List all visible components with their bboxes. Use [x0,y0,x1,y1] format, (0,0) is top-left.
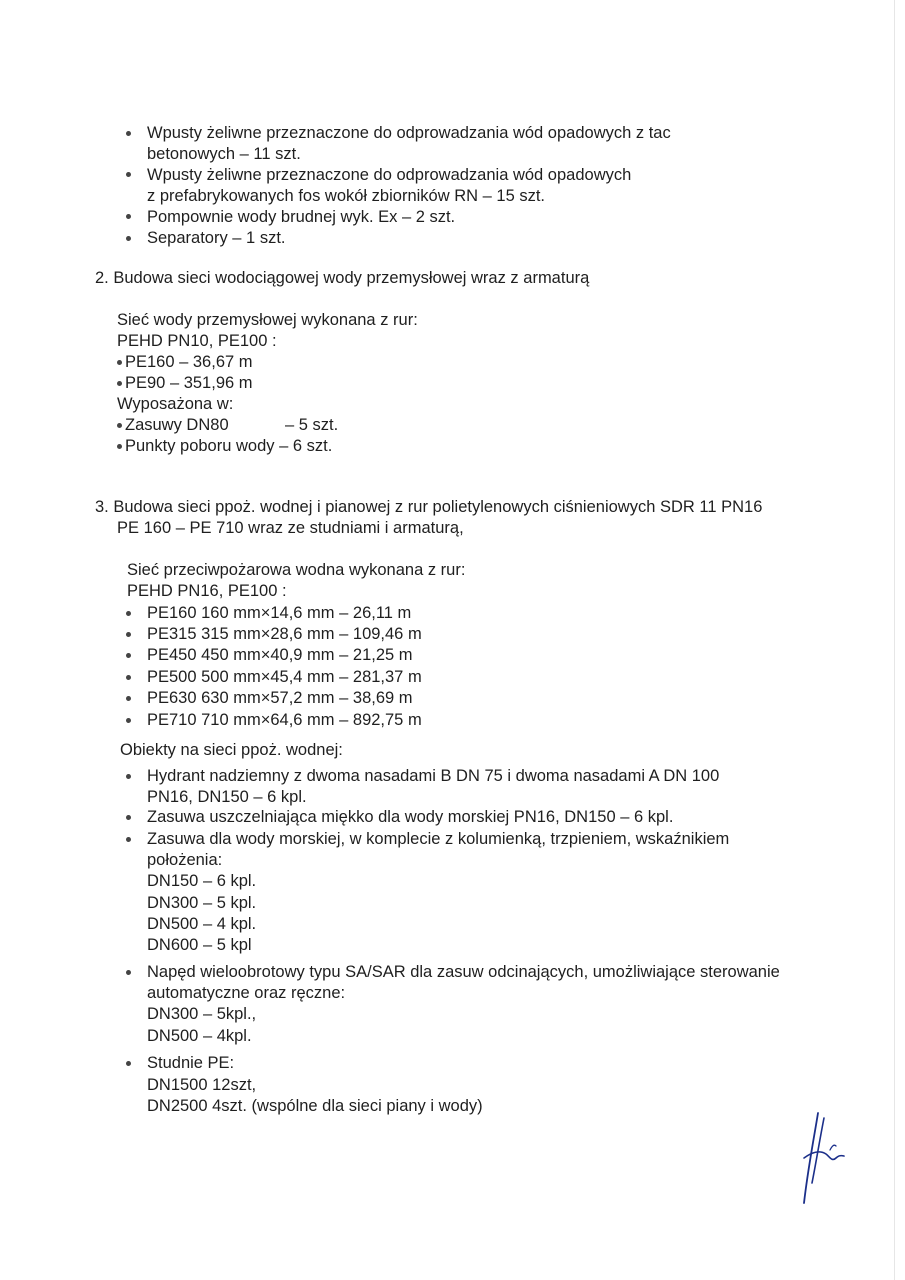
object-item-continuation: PN16, DN150 – 6 kpl. [147,788,307,806]
object-item: Zasuwa uszczelniająca miękko dla wody morskiej PN16, DN150 – 6 kpl. [147,808,674,826]
bullet [126,815,131,820]
object-subitem: DN300 – 5 kpl. [147,894,257,912]
bullet [126,774,131,779]
list-item: Wpusty żeliwne przeznaczone do odprowadzania wód opadowych z tac [147,124,671,142]
paragraph-line: Wyposażona w: [117,395,234,413]
object-subitem: DN300 – 5kpl., [147,1005,257,1023]
paragraph-line: PEHD PN16, PE100 : [127,582,287,600]
pipe-item: PE710 710 mm×64,6 mm – 892,75 m [147,711,422,729]
object-subitem: DN1500 12szt, [147,1076,257,1094]
list-item-continuation: z prefabrykowanych fos wokół zbiorników RN – 15 szt. [147,187,545,205]
section-heading: 2. Budowa sieci wodociągowej wody przemysłowej wraz z armaturą [95,269,590,287]
pipe-item: PE315 315 mm×28,6 mm – 109,46 m [147,625,422,643]
object-subitem: DN500 – 4 kpl. [147,915,257,933]
pipe-item: PE630 630 mm×57,2 mm – 38,69 m [147,689,413,707]
list-item: Separatory – 1 szt. [147,229,286,247]
pipe-item: PE160 – 36,67 m [125,353,253,371]
object-subitem: DN150 – 6 kpl. [147,872,257,890]
object-item: Napęd wieloobrotowy typu SA/SAR dla zasuw odcinających, umożliwiające sterowanie [147,963,780,981]
object-subitem: DN500 – 4kpl. [147,1027,252,1045]
paragraph-line: Sieć wody przemysłowej wykonana z rur: [117,311,418,329]
bullet [126,675,131,680]
pipe-item: PE160 160 mm×14,6 mm – 26,11 m [147,604,412,622]
pipe-item: PE90 – 351,96 m [125,374,253,392]
bullet [117,444,122,449]
object-subitem: DN2500 4szt. (wspólne dla sieci piany i wody) [147,1097,483,1115]
bullet [126,236,131,241]
object-subitem: DN600 – 5 kpl [147,936,252,954]
list-item: Pompownie wody brudnej wyk. Ex – 2 szt. [147,208,456,226]
bullet [126,696,131,701]
bullet [117,423,122,428]
object-item-continuation: położenia: [147,851,223,869]
bullet [126,653,131,658]
list-item: Wpusty żeliwne przeznaczone do odprowadzania wód opadowych [147,166,632,184]
bullet [126,214,131,219]
section-heading: 3. Budowa sieci ppoż. wodnej i pianowej z rur polietylenowych ciśnieniowych SDR 11 PN16 [95,498,763,516]
bullet [126,611,131,616]
list-item-continuation: betonowych – 11 szt. [147,145,301,163]
pipe-item: PE500 500 mm×45,4 mm – 281,37 m [147,668,422,686]
equipment-item: Punkty poboru wody – 6 szt. [125,437,333,455]
subsection-heading: Obiekty na sieci ppoż. wodnej: [120,741,343,759]
bullet [126,632,131,637]
page-edge [894,0,895,1280]
equipment-qty: – 5 szt. [285,416,339,434]
paragraph-line: PEHD PN10, PE100 : [117,332,277,350]
bullet [117,381,122,386]
object-item: Studnie PE: [147,1054,235,1072]
object-item: Hydrant nadziemny z dwoma nasadami B DN 75 i dwoma nasadami A DN 100 [147,767,720,785]
section-heading-continuation: PE 160 – PE 710 wraz ze studniami i armaturą, [117,519,464,537]
pipe-item: PE450 450 mm×40,9 mm – 21,25 m [147,646,413,664]
bullet [126,837,131,842]
paragraph-line: Sieć przeciwpożarowa wodna wykonana z rur: [127,561,466,579]
bullet [126,131,131,136]
bullet [117,360,122,365]
object-item-continuation: automatyczne oraz ręczne: [147,984,346,1002]
bullet [126,970,131,975]
equipment-item: Zasuwy DN80 [125,416,229,434]
bullet [126,718,131,723]
object-item: Zasuwa dla wody morskiej, w komplecie z kolumienką, trzpieniem, wskaźnikiem [147,830,730,848]
handwritten-signature [790,1108,850,1208]
bullet [126,172,131,177]
bullet [126,1061,131,1066]
